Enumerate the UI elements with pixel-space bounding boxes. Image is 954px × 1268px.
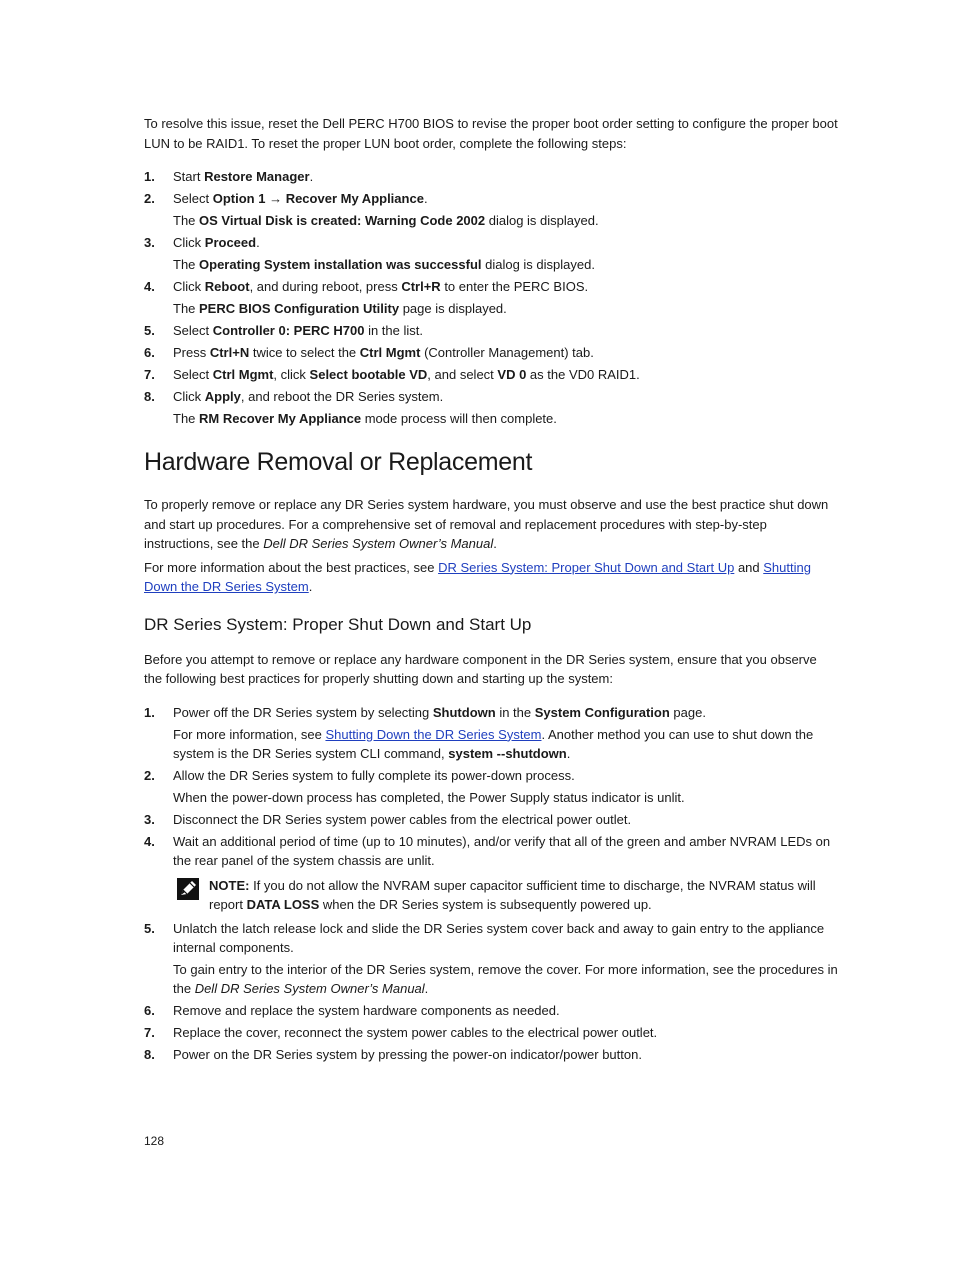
list-item (144, 387, 838, 428)
step-text: Power off the DR Series system by selecting (173, 704, 433, 720)
step-sub-text: The (173, 257, 200, 272)
step-bold: Ctrl Mgmt (359, 345, 421, 360)
step-number: 6. (144, 345, 155, 360)
note-text: If you do not allow the NVRAM super capacitor sufficient time to discharge, the NVRAM status will report (209, 877, 816, 912)
link-shutting-down[interactable]: Shutting Down the DR Series System (325, 726, 542, 742)
list-item (144, 343, 838, 362)
section-text: To properly remove or replace any DR Series system hardware, you must observe and use the best practice shut down and start up procedures. For a comprehensive set of removal and replacement procedures with step-by-step instructions, see the (144, 497, 829, 551)
reset-boot-order-steps (144, 167, 838, 428)
step-text: Power on the DR Series system by pressing the power-on indicator/power button. (173, 1046, 642, 1062)
note-pencil-icon (177, 878, 199, 900)
step-sub-text: dialog is displayed. (485, 213, 599, 228)
step-text: Select (173, 367, 213, 382)
step-text: in the (495, 704, 535, 720)
step-bold: System Configuration (534, 704, 670, 720)
step-text: Select (173, 191, 213, 206)
step-text: Press (173, 345, 210, 360)
step-text: Allow the DR Series system to fully complete its power-down process. (173, 767, 575, 783)
list-item (144, 1001, 838, 1020)
step-text: , click (273, 367, 310, 382)
list-item (144, 1023, 838, 1042)
step-text: as the VD0 RAID1. (526, 367, 640, 382)
step-text: , and during reboot, press (249, 279, 402, 294)
step-sub-text: page is displayed. (399, 301, 507, 316)
step-sub-text: . (566, 745, 571, 761)
step-sub-text: The (173, 411, 200, 426)
step-text: Select (173, 323, 213, 338)
step-number: 2. (144, 191, 155, 206)
step-number: 7. (144, 1024, 155, 1040)
step-number: 4. (144, 833, 155, 849)
list-item (144, 919, 838, 998)
step-text: page. (669, 704, 706, 720)
step-text: to enter the PERC BIOS. (440, 279, 589, 294)
step-text: Click (173, 389, 205, 404)
list-item (144, 167, 838, 186)
step-text: , and select (427, 367, 498, 382)
note-label: NOTE: (209, 877, 250, 893)
step-bold: Option 1 → Recover My Appliance (212, 191, 424, 206)
step-text: Replace the cover, reconnect the system power cables to the electrical power outlet. (173, 1024, 658, 1040)
list-item (144, 233, 838, 274)
step-bold: Proceed (204, 235, 257, 250)
section-text: For more information about the best practices, see (144, 559, 439, 575)
section-heading: Hardware Removal or Replacement (144, 448, 533, 476)
step-text: twice to select the (249, 345, 360, 360)
step-sub-text: . Another method you can use to shut down the system is the DR Series system CLI command, (173, 726, 814, 761)
list-item (144, 703, 838, 763)
section-paragraph (144, 495, 838, 554)
step-sub-text: mode process will then complete. (361, 411, 557, 426)
step-sub-bold: OS Virtual Disk is created: Warning Code 2002 (199, 213, 486, 228)
step-number: 8. (144, 1046, 155, 1062)
list-item (144, 1045, 838, 1064)
note-box (173, 876, 838, 915)
step-sub-bold: RM Recover My Appliance (199, 411, 362, 426)
step-sub-text: For more information, see (173, 726, 326, 742)
step-text: Click (173, 279, 205, 294)
step-bold: Ctrl Mgmt (212, 367, 274, 382)
shutdown-steps (144, 703, 838, 1064)
step-number: 6. (144, 1002, 155, 1018)
step-sub-text: When the power-down process has completed, the Power Supply status indicator is unlit. (173, 789, 685, 805)
step-sub-bold: PERC BIOS Configuration Utility (199, 301, 400, 316)
step-number: 4. (144, 279, 155, 294)
step-number: 1. (144, 169, 155, 184)
step-sub-text: To gain entry to the interior of the DR Series system, remove the cover. For more information, see the procedures in the (173, 961, 838, 996)
step-sub-text: dialog is displayed. (481, 257, 595, 272)
step-bold: Reboot (204, 279, 250, 294)
subsection-intro: Before you attempt to remove or replace any hardware component in the DR Series system, ensure that you observe the following best practices for properly shutting down and starting up the system: (144, 651, 817, 686)
step-bold: Ctrl+N (209, 345, 250, 360)
list-item (144, 810, 838, 829)
note-text: when the DR Series system is subsequently powered up. (319, 897, 652, 912)
step-bold: Select bootable VD (309, 367, 428, 382)
step-text: . (423, 191, 428, 206)
manual-title: Dell DR Series System Owner’s Manual (263, 536, 494, 551)
manual-title: Dell DR Series System Owner’s Manual (194, 980, 425, 996)
subsection-heading: DR Series System: Proper Shut Down and Start Up (144, 614, 532, 634)
note-bold: DATA LOSS (246, 897, 320, 912)
step-number: 2. (144, 767, 155, 783)
step-bold: Apply (204, 389, 241, 404)
list-item (144, 189, 838, 230)
step-text: , and reboot the DR Series system. (240, 389, 444, 404)
step-number: 5. (144, 323, 155, 338)
section-paragraph (144, 558, 838, 597)
section-text: . (308, 579, 313, 594)
step-bold: VD 0 (497, 367, 527, 382)
step-sub-text: The (173, 213, 200, 228)
list-item (144, 321, 838, 340)
step-sub-text: The (173, 301, 200, 316)
step-number: 3. (144, 811, 155, 827)
link-shutting-down[interactable]: Shutting Down the DR Series System (144, 559, 811, 594)
link-proper-shutdown[interactable]: DR Series System: Proper Shut Down and Start Up (438, 559, 735, 575)
list-item (144, 365, 838, 384)
step-text: . (256, 235, 260, 250)
step-sub-bold: Operating System installation was successful (199, 257, 482, 272)
step-number: 5. (144, 920, 155, 936)
intro-paragraph: To resolve this issue, reset the Dell PERC H700 BIOS to revise the proper boot order setting to configure the proper boot LUN to be RAID1. To reset the proper LUN boot order, complete the following steps: (144, 116, 838, 151)
list-item (144, 277, 838, 318)
step-text: Wait an additional period of time (up to 10 minutes), and/or verify that all of the green and amber NVRAM LEDs on the rear panel of the system chassis are unlit. (173, 833, 831, 868)
step-text: Unlatch the latch release lock and slide the DR Series system cover back and away to gain entry to the appliance internal components. (173, 920, 825, 955)
list-item (144, 766, 838, 807)
section-text: . (493, 536, 497, 551)
step-text: Disconnect the DR Series system power cables from the electrical power outlet. (173, 811, 632, 827)
step-text: Remove and replace the system hardware components as needed. (173, 1002, 560, 1018)
step-text: Start (173, 169, 205, 184)
step-number: 7. (144, 367, 155, 382)
step-bold: Ctrl+R (401, 279, 441, 294)
step-number: 8. (144, 389, 155, 404)
step-bold: Restore Manager (204, 169, 310, 184)
step-text: (Controller Management) tab. (420, 345, 594, 360)
page-content (144, 114, 838, 1067)
cli-command: system --shutdown (448, 745, 567, 761)
step-sub-text: . (424, 980, 429, 996)
section-text: and (734, 559, 764, 575)
step-text: . (309, 169, 314, 184)
step-bold: Shutdown (432, 704, 496, 720)
step-number: 3. (144, 235, 155, 250)
step-number: 1. (144, 704, 155, 720)
step-text: Click (173, 235, 205, 250)
list-item (144, 832, 838, 915)
step-bold: Controller 0: PERC H700 (212, 323, 365, 338)
step-text: in the list. (364, 323, 423, 338)
page-number: 128 (144, 1134, 165, 1148)
